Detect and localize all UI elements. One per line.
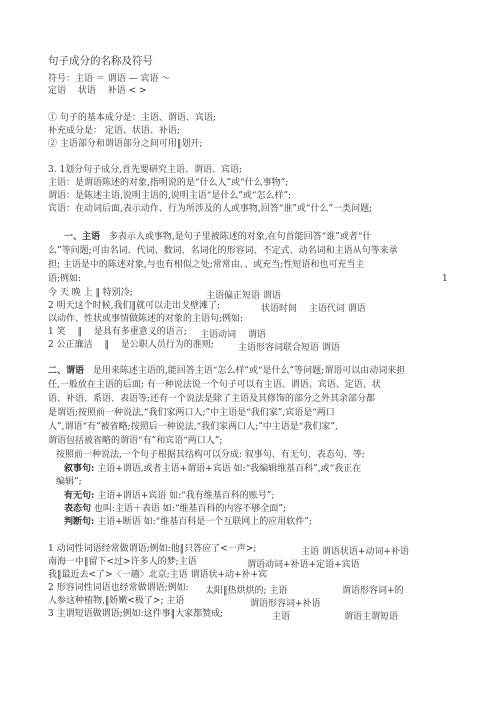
basic-components-3: ② 主语部分和谓语部分之间可用‖划开; <box>48 139 203 149</box>
subject-paragraph-line-3: 担; 主语是中的陈述对象,与也有相似之处;常常由、、或充当;性短语和也可充当主 <box>48 260 365 270</box>
subject-heading: 一、主语 <box>64 232 101 242</box>
subject-paragraph-line-4: 语;例如: <box>48 274 82 284</box>
symbols-line-1: 符号：主语 ＝ 谓语 — 宾语 ～ <box>48 74 171 84</box>
verb-example-1-analysis: 主语 谓语状语+动词+补语 <box>301 547 409 557</box>
clause-example-1-middle: 主语 <box>272 612 291 622</box>
stative-text: 也叫:主语＋表语 如:“维基百科的内容不够全面”; <box>93 504 287 514</box>
subject-definition: 主语：是谓语陈述的对象,指明说的是“什么人”或“什么事物”; <box>48 178 289 188</box>
predicate-paragraph-line-4: 是谓语;按照前一种说法,“我们家两口人;”中主语是“我们家”,宾语是“两口 <box>48 408 335 418</box>
example-2: 2 明天这个时候,我们‖就可以走出戈壁滩了; <box>48 301 220 311</box>
stative-label: 表态句 <box>64 504 92 514</box>
predicate-paragraph-line-3: 语、补语、系语、表语等;还有一个说法是除了主语及其修饰的部分之外其余部分都 <box>48 394 376 404</box>
predicate-paragraph-line-6: 谓语包括被省略的谓语“有”和宾语“两口人”; <box>48 436 223 446</box>
verb-example-1: 1 动词性词语经常做谓语;例如:他‖只答应了<一声>; <box>48 544 257 554</box>
adjective-example-2-analysis: 谓语形容词+补语 <box>250 599 321 609</box>
predicate-definition: 谓语：是陈述主语,说明主语的,说明主语“是什么”或“怎么样”; <box>48 191 292 201</box>
predicate-paragraph-line-5: 人”,谓语“有”被省略;按照后一种说法,“我们家两口人;”中主语是“我们家”, <box>48 422 338 432</box>
adjective-example-1: 2 形容词性词语也经常做谓语;例如: <box>48 583 189 593</box>
basic-components-1: ① 句子的基本成分是：主语、谓语、宾语; <box>48 113 216 123</box>
clause-example-1: 3 主谓短语做谓语;例如:这件事‖大家都赞成; <box>48 609 224 619</box>
symbols-line-2: 定语 状语 补语 < > <box>48 86 147 96</box>
example-1-analysis: 主语偏正短语 谓语 <box>206 291 281 301</box>
subject-paragraph-marker: 1 <box>442 274 448 284</box>
predicate-heading: 二、谓语 <box>48 366 85 376</box>
example-5-analysis: 主语形容词联合短语 谓语 <box>238 343 340 353</box>
subject-paragraph-line-2: 么”等问题;可由名词、代词、数词、名词化的形容词、不定式、动名词和主语从句等来承 <box>48 246 398 256</box>
predicate-paragraph-line-1 <box>48 366 405 377</box>
adjective-example-1-middle: 太阳‖热烘烘的; 主语 <box>205 586 288 596</box>
basic-components-2: 补充成分是： 定语、状语、补语; <box>48 126 180 136</box>
example-4: 1 笑 ‖ 是具有多重意义的语言; <box>48 327 187 337</box>
judgment-sentence <box>64 517 312 528</box>
narrative-text: 主语+谓语,或者主语+谓语+宾语 如:“我编辑维基百科”,或“我正在 <box>97 464 362 474</box>
object-definition: 宾语：在动词后面,表示动作、行为所涉及的人或事物,回答“谁”或“什么”一类问题; <box>48 204 373 214</box>
narrative-sentence-cont: 编辑”; <box>56 477 82 487</box>
clause-example-1-analysis: 谓语主谓短语 <box>344 612 399 622</box>
existential-sentence <box>64 491 274 502</box>
subject-paragraph-text-1: 多表示人或事物,是句子里被陈述的对象,在句首能回答“谁”或者“什 <box>108 232 372 242</box>
stative-sentence <box>64 504 286 515</box>
existential-label: 有无句: <box>64 491 95 501</box>
verb-example-3: 我‖最近去<了>〈一趟〉北京;主语 谓语状+动+补+宾 <box>48 570 268 580</box>
narrative-label: 叙事句: <box>64 464 95 474</box>
verb-example-2-analysis: 谓语动词+补语+定语+宾语 <box>247 560 360 570</box>
verb-example-2: 南海一中‖留下<过>许多人的梦;主语 <box>48 557 197 567</box>
section-3-title: 3. 1划分句子成分,首先要研究主语、谓语、宾语; <box>48 165 243 175</box>
adjective-example-2: 人参这种植物,‖娇嫩<极了>; 主语 <box>48 596 185 606</box>
example-1: 今 天 晚 上 ‖ 特别冷; <box>48 288 133 298</box>
subject-paragraph-line-1 <box>64 232 371 243</box>
predicate-paragraph-text-1: 是用来陈述主语的,能回答主语“怎么样”或“是什么”等问题;谓语可以由动词来担 <box>92 366 406 376</box>
narrative-sentence <box>64 464 361 475</box>
judgment-label: 判断句: <box>64 517 95 527</box>
existential-text: 主语+谓语+宾语 如:“我有维基百科的账号”; <box>97 491 275 501</box>
example-3: 以动作、性状或事情做陈述的对象的主语句;例如: <box>48 314 244 324</box>
predicate-paragraph-line-2: 任,一般放在主语的后面; 有一种说法说一个句子可以有主语、谓语、宾语、定语、状 <box>48 380 381 390</box>
document-title: 句子成分的名称及符号 <box>48 55 153 67</box>
adjective-example-1-analysis: 谓语形容词+的 <box>342 586 404 596</box>
predicate-paragraph-line-7: 按照前一种说法,一个句子根据其结构可以分成: 叙事句、有无句、表态句、等; <box>56 450 365 460</box>
example-5: 2 公正廉洁 ‖ 是公职人员行为的准则; <box>48 340 214 350</box>
judgment-text: 主语+断语 如:“维基百科是一个互联网上的应用软件”; <box>97 517 312 527</box>
example-4-analysis: 主语动词 谓语 <box>200 330 266 340</box>
example-2-analysis: 状语时间 主语代词 谓语 <box>261 304 366 314</box>
